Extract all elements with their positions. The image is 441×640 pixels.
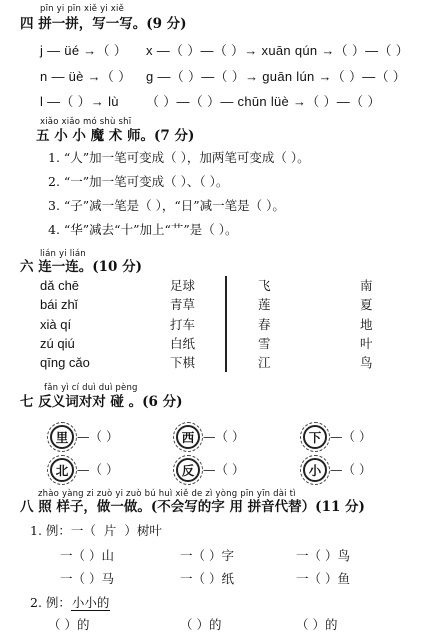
s8-row2-item: 一（ ）马 [60, 571, 114, 586]
s8-row3-item: （ ）的 [180, 617, 222, 632]
s7-word-badge [303, 458, 327, 482]
s5-item-2: 2. “一”加一笔可变成（ ）、（ ）。 [48, 174, 229, 189]
s6-divider [225, 276, 227, 372]
s7-word: 北 [55, 463, 69, 478]
s7-word: 反 [181, 463, 195, 478]
s6-season-1: 飞 [258, 278, 271, 293]
s8-example-2-word: 小小的 [71, 595, 110, 610]
s6-season-5: 江 [258, 355, 271, 370]
s7-word: 里 [55, 430, 69, 445]
s7-answer-blank: —（ ） [330, 462, 372, 477]
s7-answer-blank: —（ ） [203, 429, 245, 444]
s8-example-1-answer: 片 [103, 523, 117, 538]
s7-word-badge [50, 425, 74, 449]
s8-row3-item: （ ）的 [48, 617, 90, 632]
s5-item-4: 4. “华”减去“十”加上“艹”是（ ）。 [48, 222, 238, 237]
s7-pinyin: fǎn yì cí duì duì pèng [44, 383, 138, 393]
s8-example-1 [30, 524, 162, 538]
s6-dir-3: 地 [360, 317, 373, 332]
s6-word-2: 青草 [170, 297, 196, 312]
s6-pinyin-5: qīng cǎo [40, 355, 90, 370]
s6-pinyin-1: dǎ chē [40, 278, 80, 293]
s8-example-1-prefix: 1. 例：一（ [30, 523, 96, 538]
s7-answer-blank: —（ ） [77, 462, 119, 477]
s6-word-5: 下棋 [170, 355, 196, 370]
s5-item-1: 1. “人”加一笔可变成（ ），加两笔可变成（ ）。 [48, 150, 310, 165]
s8-title: 八 照 样子，做一做。(不会写的字 用 拼音代替）(11 分) [20, 499, 365, 515]
s4-title: 四 拼一拼，写一写。(9 分) [20, 16, 187, 32]
s4-row-1a: j — üé →（ ） [40, 43, 128, 58]
s7-title: 七 反义词对对 碰 。(6 分) [20, 394, 183, 410]
s8-row3-item: （ ）的 [296, 617, 338, 632]
s7-answer-blank: —（ ） [330, 429, 372, 444]
s6-dir-5: 鸟 [360, 355, 373, 370]
s8-row2-item: 一（ ）鱼 [296, 571, 350, 586]
s4-pinyin: pīn yi pīn xiě yi xiě [40, 4, 125, 14]
s5-pinyin: xiǎo xiǎo mó shù shī [40, 117, 132, 127]
s5-item-3: 3. “子”减一笔是（ ），“日”减一笔是（ ）。 [48, 198, 285, 213]
s7-answer-blank: —（ ） [77, 429, 119, 444]
s6-season-4: 雪 [258, 336, 271, 351]
s6-title: 六 连一连。(10 分) [20, 259, 142, 275]
s7-word: 下 [308, 430, 322, 445]
s6-pinyin: lián yi lián [40, 249, 86, 259]
s7-word: 小 [308, 463, 322, 478]
s6-pinyin-4: zú qiú [40, 336, 75, 351]
s8-row2-item: 一（ ）纸 [180, 571, 234, 586]
s8-row1-item: 一（ ）鸟 [296, 548, 350, 563]
s4-row-3a: l —（ ）→ lù [40, 94, 119, 109]
s6-season-3: 春 [258, 317, 271, 332]
s5-title: 五 小 小 魔 术 师。(7 分) [36, 128, 195, 144]
s4-row-2a: n — üè →（ ） [40, 69, 132, 84]
s8-example-2 [30, 596, 110, 610]
s6-word-3: 打车 [170, 317, 196, 332]
s6-dir-4: 叶 [360, 336, 373, 351]
s7-word-badge [50, 458, 74, 482]
s6-word-1: 足球 [170, 278, 196, 293]
s8-example-1-suffix: ）树叶 [124, 523, 162, 538]
s6-pinyin-2: bái zhǐ [40, 297, 78, 312]
s8-example-2-prefix: 2. 例： [30, 595, 71, 610]
s8-pinyin: zhào yàng zi zuò yi zuò bú huì xiě de zì yòng pīn yīn dài tì [38, 489, 296, 499]
s4-row-1b: x —（ ）—（ ）→ xuān qún →（ ）—（ ） [146, 43, 409, 58]
s6-word-4: 白纸 [170, 336, 196, 351]
s8-row1-item: 一（ ）字 [180, 548, 234, 563]
s7-word: 西 [181, 430, 195, 445]
s8-row1-item: 一（ ）山 [60, 548, 114, 563]
s6-dir-2: 夏 [360, 297, 373, 312]
s7-word-badge [176, 425, 200, 449]
s7-answer-blank: —（ ） [203, 462, 245, 477]
s6-season-2: 莲 [258, 297, 271, 312]
s7-word-badge [303, 425, 327, 449]
s6-dir-1: 南 [360, 278, 373, 293]
s4-row-3b: （ ）—（ ）— chūn lüè →（ ）—（ ） [146, 94, 381, 109]
s4-row-2b: g —（ ）—（ ）→ guān lún →（ ）—（ ） [146, 69, 407, 84]
s6-pinyin-3: xià qí [40, 317, 72, 332]
s7-word-badge [176, 458, 200, 482]
